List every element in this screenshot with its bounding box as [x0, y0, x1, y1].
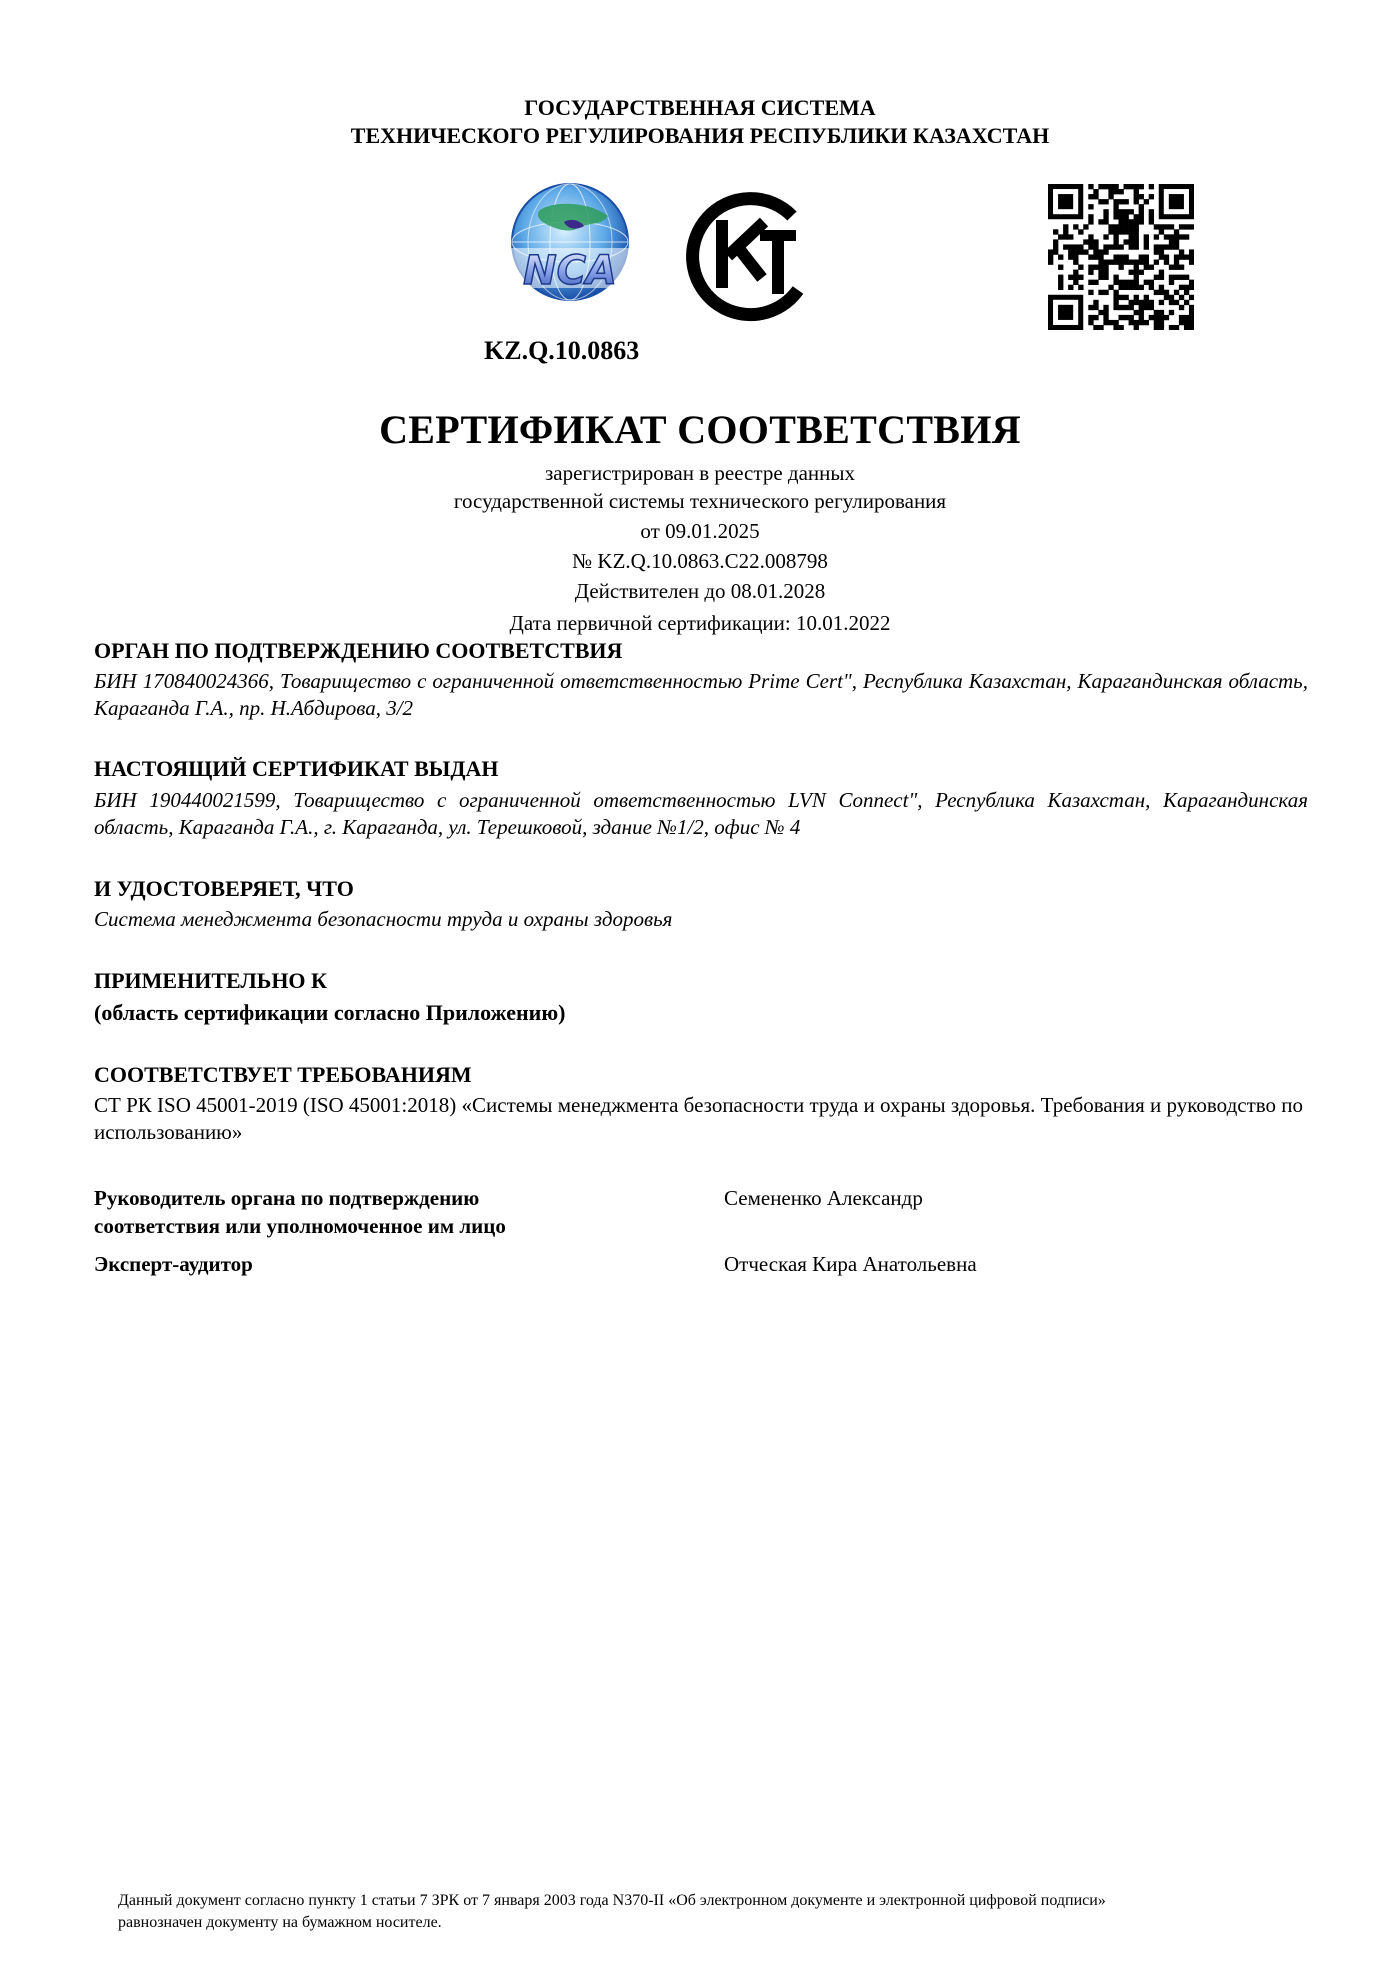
registered-line-1: зарегистрирован в реестре данных	[545, 461, 855, 485]
footer-line-2: равнозначен документу на бумажном носителе.	[118, 1914, 442, 1931]
auditor-label: Эксперт-аудитор	[94, 1252, 253, 1276]
header-line-2: ТЕХНИЧЕСКОГО РЕГУЛИРОВАНИЯ РЕСПУБЛИКИ КАЗАХСТАН	[350, 123, 1050, 148]
applies-text: (область сертификации согласно Приложению)	[94, 1000, 566, 1025]
certifies-text: Система менеджмента безопасности труда и охраны здоровья	[94, 907, 673, 931]
header-line-1: ГОСУДАРСТВЕННАЯ СИСТЕМА	[524, 95, 876, 120]
head-signatory-label-line-1: Руководитель органа по подтверждению	[94, 1186, 480, 1210]
certificate-number: № KZ.Q.10.0863.С22.008798	[572, 549, 828, 573]
first-certification-date: Дата первичной сертификации: 10.01.2022	[509, 611, 891, 635]
issued-heading: НАСТОЯЩИЙ СЕРТИФИКАТ ВЫДАН	[94, 756, 499, 781]
head-signatory-label-line-2: соответствия или уполномоченное им лицо	[94, 1214, 506, 1238]
certificate-title: СЕРТИФИКАТ СООТВЕТСТВИЯ	[379, 407, 1021, 452]
registration-code: KZ.Q.10.0863	[484, 336, 640, 365]
qr-code	[1048, 184, 1194, 330]
valid-until: Действителен до 08.01.2028	[574, 579, 826, 603]
applies-heading: ПРИМЕНИТЕЛЬНО К	[94, 968, 327, 993]
issued-text: БИН 190440021599, Товарищество с ограниченной ответственностью LVN Connect", Республика Казахстан, Карагандинская область, Караганда Г.А., г. Караганда, ул. Терешковой, здание №1/2, офис № 4	[94, 788, 1308, 839]
auditor-name: Отческая Кира Анатольевна	[724, 1252, 977, 1276]
document-header	[0, 94, 1400, 150]
certifies-heading: И УДОСТОВЕРЯЕТ, ЧТО	[94, 876, 354, 901]
requirements-heading: СООТВЕТСТВУЕТ ТРЕБОВАНИЯМ	[94, 1062, 472, 1087]
head-signatory-name: Семененко Александр	[724, 1186, 923, 1210]
registration-date: от 09.01.2025	[640, 519, 760, 543]
head-signatory-label	[94, 1184, 654, 1240]
requirements-text: СТ РК ISO 45001-2019 (ISO 45001:2018) «Системы менеджмента безопасности труда и охраны здоровья. Требования и руководство по использованию»	[94, 1093, 1304, 1144]
footer-line-1: Данный документ согласно пункту 1 статьи 7 ЗРК от 7 января 2003 года N370-II «Об электронном документе и электронной цифровой подписи»	[118, 1892, 1106, 1909]
nca-logo	[480, 182, 660, 302]
organ-heading: ОРГАН ПО ПОДТВЕРЖДЕНИЮ СООТВЕТСТВИЯ	[94, 638, 623, 663]
legal-footer	[118, 1890, 1318, 1934]
nca-logo-text: NCA	[523, 248, 617, 294]
kt-conformity-mark	[680, 186, 812, 326]
organ-text: БИН 170840024366, Товарищество с ограниченной ответственностью Prime Cert", Республика Казахстан, Карагандинская область, Караганда Г.А., пр. Н.Абдирова, 3/2	[94, 669, 1308, 720]
registered-line-2: государственной системы технического регулирования	[453, 489, 947, 513]
